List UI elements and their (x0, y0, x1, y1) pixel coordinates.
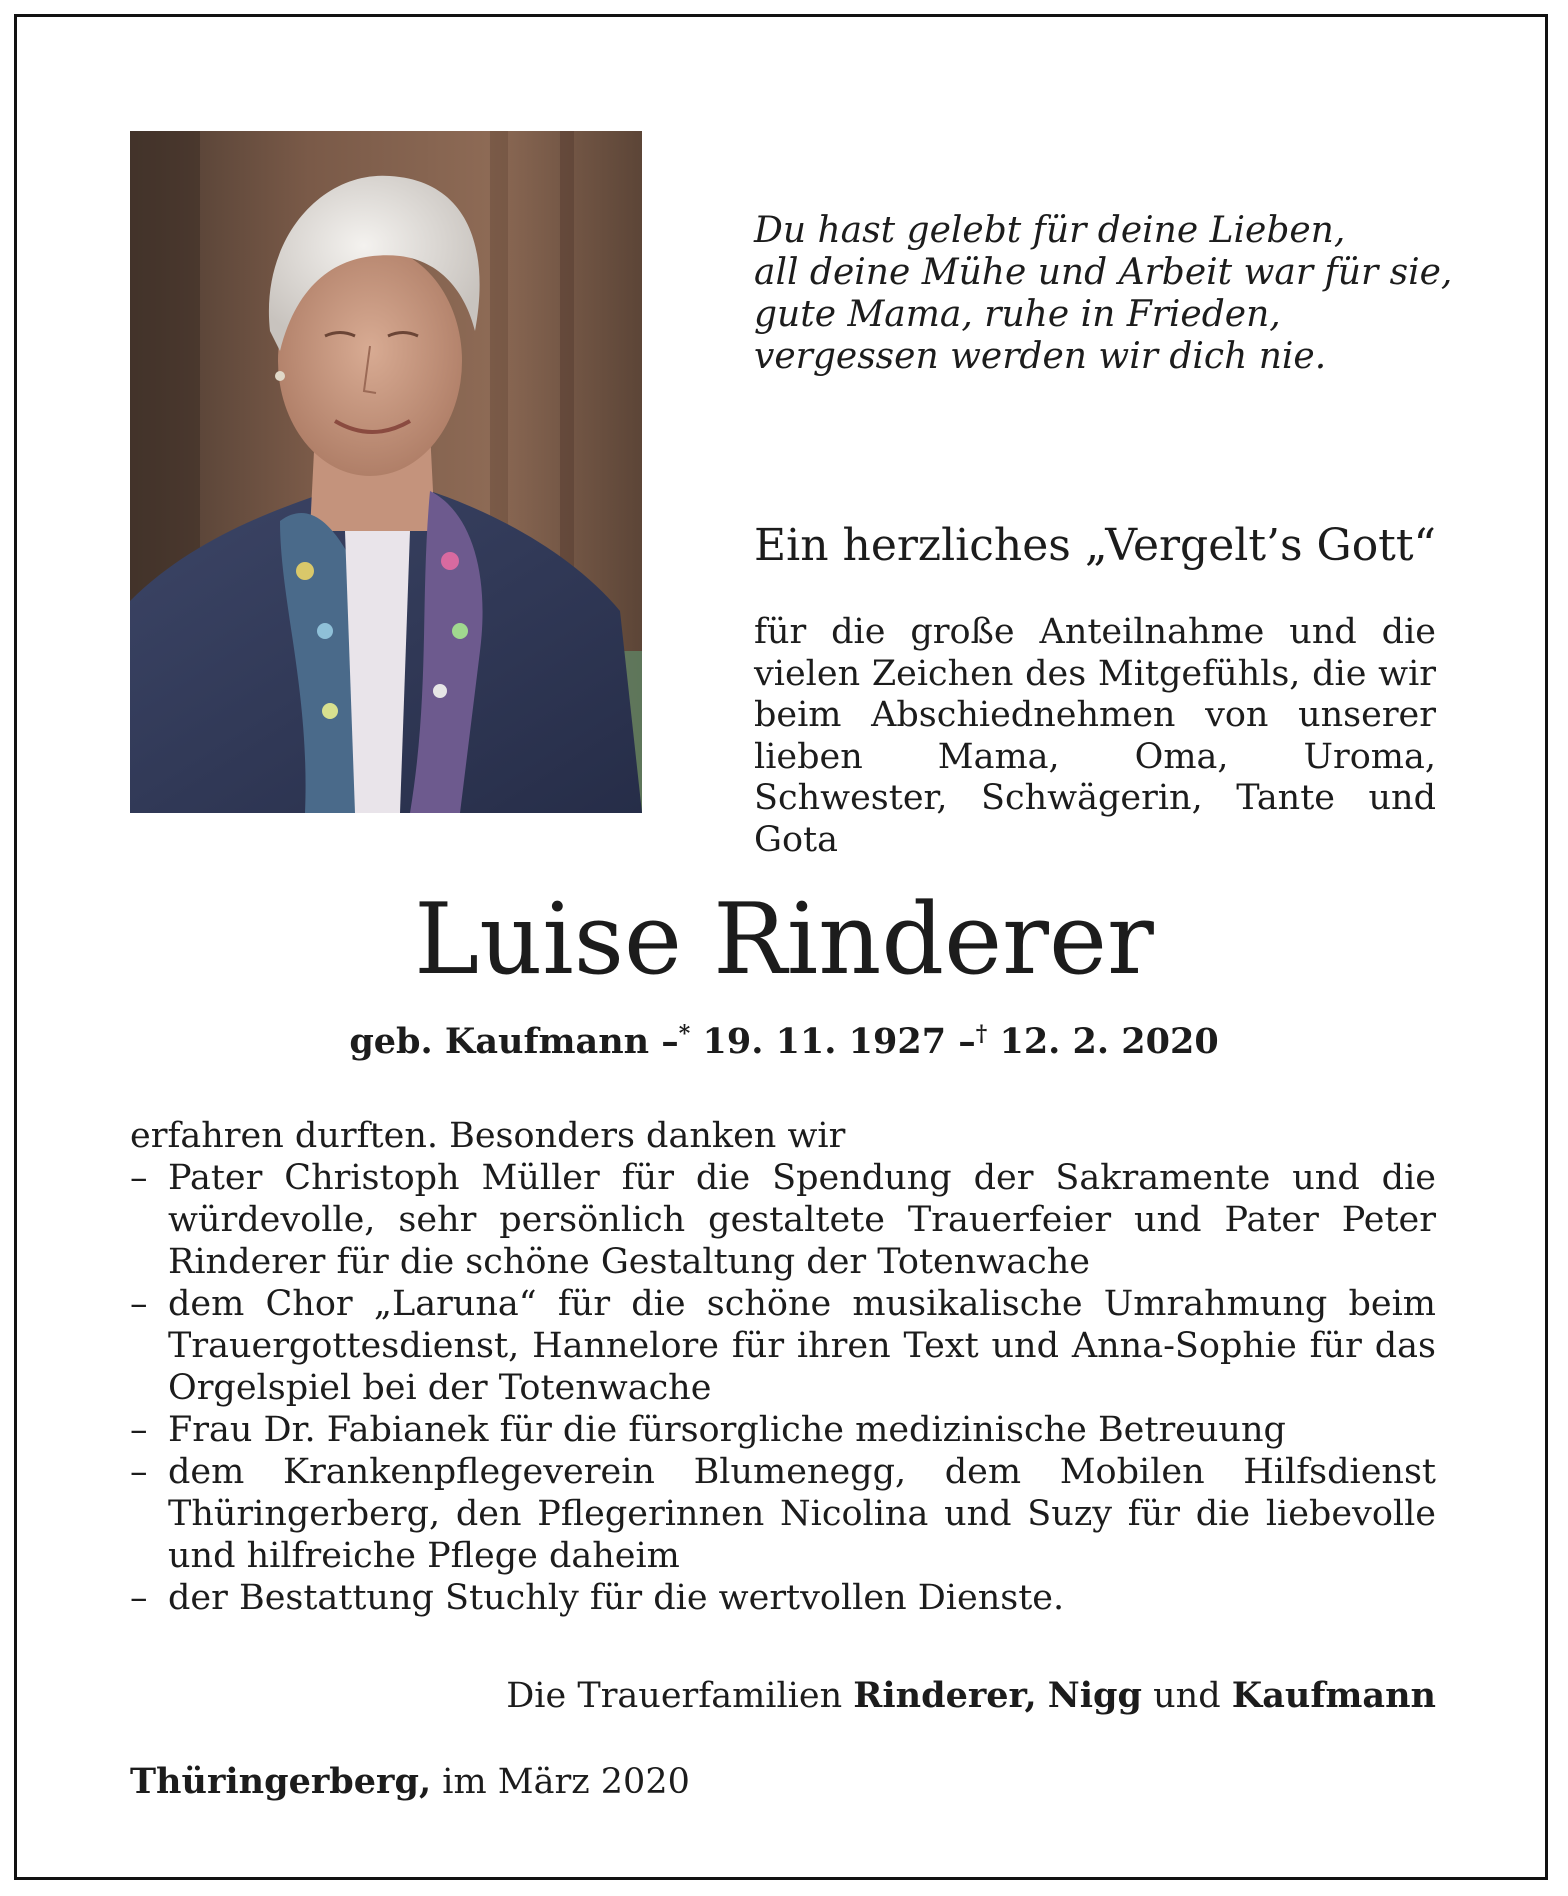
poem-line: Du hast gelebt für deine Lieben, (754, 210, 1346, 251)
date: im März 2020 (442, 1762, 690, 1802)
acknowledgements-lead: erfahren durften. Besonders danken wir (130, 1116, 846, 1156)
list-item-text: dem Krankenpflegeverein Blumenegg, dem Mobilen Hilfsdienst Thüringerberg, den Pflegerinnen Nicolina und Suzy für die liebevolle und hilfreiche Pflege daheim (168, 1452, 1436, 1576)
birth-date: 19. 11. 1927 (702, 1021, 947, 1062)
family-name: Nigg (1047, 1675, 1142, 1716)
dash-bullet: – (130, 1578, 148, 1618)
thanks-heading: Ein herzliches „Vergelt’s Gott“ (754, 520, 1437, 571)
deceased-name: Luise Rinderer (414, 883, 1154, 997)
dash-bullet: – (130, 1452, 148, 1492)
family-name: Rinderer, (853, 1675, 1037, 1716)
family-name: Kaufmann (1231, 1675, 1436, 1716)
list-item (130, 1451, 1436, 1577)
death-symbol: † (975, 1021, 988, 1047)
birth-name: geb. Kaufmann (349, 1021, 650, 1062)
signature-conjunction: und (1153, 1676, 1221, 1716)
place: Thüringerberg, (130, 1761, 432, 1802)
acknowledgements-list (130, 1157, 1436, 1619)
separator: – (661, 1021, 679, 1062)
dash-bullet: – (130, 1410, 148, 1450)
poem-line: all deine Mühe und Arbeit war für sie, (754, 252, 1453, 293)
memorial-poem (754, 210, 1453, 378)
list-item (130, 1409, 1436, 1451)
list-item (130, 1157, 1436, 1283)
death-date: 12. 2. 2020 (999, 1021, 1219, 1062)
dash-bullet: – (130, 1284, 148, 1324)
poem-line: gute Mama, ruhe in Frieden, (754, 294, 1281, 335)
separator: – (958, 1021, 976, 1062)
intro-paragraph (754, 612, 1436, 861)
poem-line: vergessen werden wir dich nie. (754, 336, 1327, 377)
acknowledgements (130, 1115, 1436, 1619)
list-item (130, 1283, 1436, 1409)
life-dates (0, 1010, 1568, 1066)
list-item-text: Frau Dr. Fabianek für die fürsorgliche medizinische Betreuung (168, 1410, 1286, 1450)
signature-prefix: Die Trauerfamilien (506, 1676, 843, 1716)
birth-symbol: * (678, 1021, 691, 1047)
portrait-photo (130, 131, 642, 813)
place-and-date (130, 1758, 690, 1806)
dash-bullet: – (130, 1158, 148, 1198)
list-item-text: dem Chor „Laruna“ für die schöne musikalische Umrahmung beim Trauergottesdienst, Hannelore für ihren Text und Anna-Sophie für das Orgelspiel bei der Totenwache (168, 1284, 1436, 1408)
family-signature (506, 1672, 1436, 1720)
list-item (130, 1577, 1436, 1619)
list-item-text: Pater Christoph Müller für die Spendung der Sakramente und die würdevolle, sehr persönlich gestaltete Trauerfeier und Pater Peter Rinderer für die schöne Gestaltung der Totenwache (168, 1158, 1436, 1282)
list-item-text: der Bestattung Stuchly für die wertvollen Dienste. (168, 1578, 1065, 1618)
intro-text: für die große Anteilnahme und die vielen Zeichen des Mitgefühls, die wir beim Abschiednehmen von unserer lieben Mama, Oma, Uroma, Schwester, Schwägerin, Tante und Gota (754, 612, 1436, 860)
